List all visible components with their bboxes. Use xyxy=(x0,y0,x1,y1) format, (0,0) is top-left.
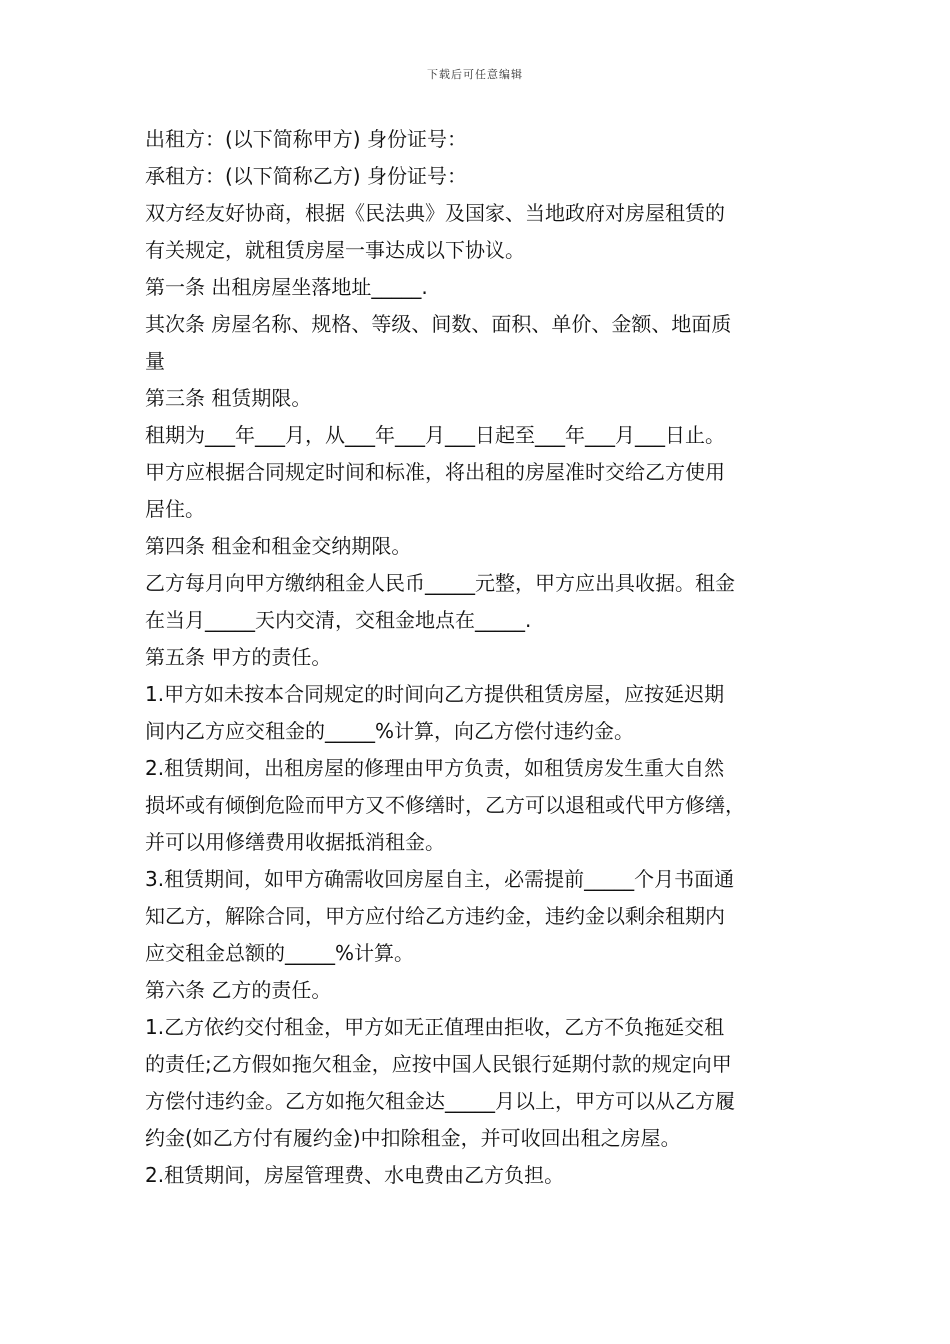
text-line: 乙方每月向甲方缴纳租金人民币_____元整，甲方应出具收据。租金 xyxy=(145,571,735,595)
text-line: 1.甲方如未按本合同规定的时间向乙方提供租赁房屋，应按延迟期 xyxy=(145,682,725,706)
text-line: 3.租赁期间，如甲方确需收回房屋自主，必需提前_____个月书面通 xyxy=(145,867,735,891)
text-line: 甲方应根据合同规定时间和标准，将出租的房屋准时交给乙方使用 xyxy=(145,460,725,484)
text-line: 量 xyxy=(145,349,165,373)
text-line: 应交租金总额的_____%计算。 xyxy=(145,941,415,965)
text-line: 2.租赁期间，出租房屋的修理由甲方负责，如租赁房发生重大自然 xyxy=(145,756,725,780)
text-line: 的责任;乙方假如拖欠租金，应按中国人民银行延期付款的规定向甲 xyxy=(145,1052,732,1076)
page-header: 下载后可任意编辑 xyxy=(427,68,523,81)
text-line: 承租方：(以下简称乙方) 身份证号： xyxy=(145,164,467,188)
text-line: 有关规定，就租赁房屋一事达成以下协议。 xyxy=(145,238,525,262)
text-line: 1.乙方依约交付租金，甲方如无正值理由拒收，乙方不负拖延交租 xyxy=(145,1015,725,1039)
text-line: 2.租赁期间，房屋管理费、水电费由乙方负担。 xyxy=(145,1163,565,1187)
text-line: 并可以用修缮费用收据抵消租金。 xyxy=(145,830,445,854)
document-body xyxy=(145,121,810,1194)
text-line: 在当月_____天内交清，交租金地点在_____. xyxy=(145,608,532,632)
text-line: 损坏或有倾倒危险而甲方又不修缮时，乙方可以退租或代甲方修缮， xyxy=(145,793,745,817)
text-line: 第六条 乙方的责任。 xyxy=(145,978,332,1002)
text-line: 约金(如乙方付有履约金)中扣除租金，并可收回出租之房屋。 xyxy=(145,1126,681,1150)
text-line: 租期为___年___月，从___年___月___日起至___年___月___日止。 xyxy=(145,423,725,447)
text-line: 方偿付违约金。乙方如拖欠租金达_____月以上，甲方可以从乙方履 xyxy=(145,1089,735,1113)
text-line: 第五条 甲方的责任。 xyxy=(145,645,332,669)
text-line: 其次条 房屋名称、规格、等级、间数、面积、单价、金额、地面质 xyxy=(145,312,732,336)
text-line: 居住。 xyxy=(145,497,205,521)
text-line: 第一条 出租房屋坐落地址_____. xyxy=(145,275,428,299)
text-line: 间内乙方应交租金的_____%计算，向乙方偿付违约金。 xyxy=(145,719,635,743)
text-line: 知乙方，解除合同，甲方应付给乙方违约金，违约金以剩余租期内 xyxy=(145,904,725,928)
text-line: 第三条 租赁期限。 xyxy=(145,386,312,410)
text-line: 出租方：(以下简称甲方) 身份证号： xyxy=(145,127,467,151)
text-line: 双方经友好协商，根据《民法典》及国家、当地政府对房屋租赁的 xyxy=(145,201,725,225)
text-line: 第四条 租金和租金交纳期限。 xyxy=(145,534,412,558)
